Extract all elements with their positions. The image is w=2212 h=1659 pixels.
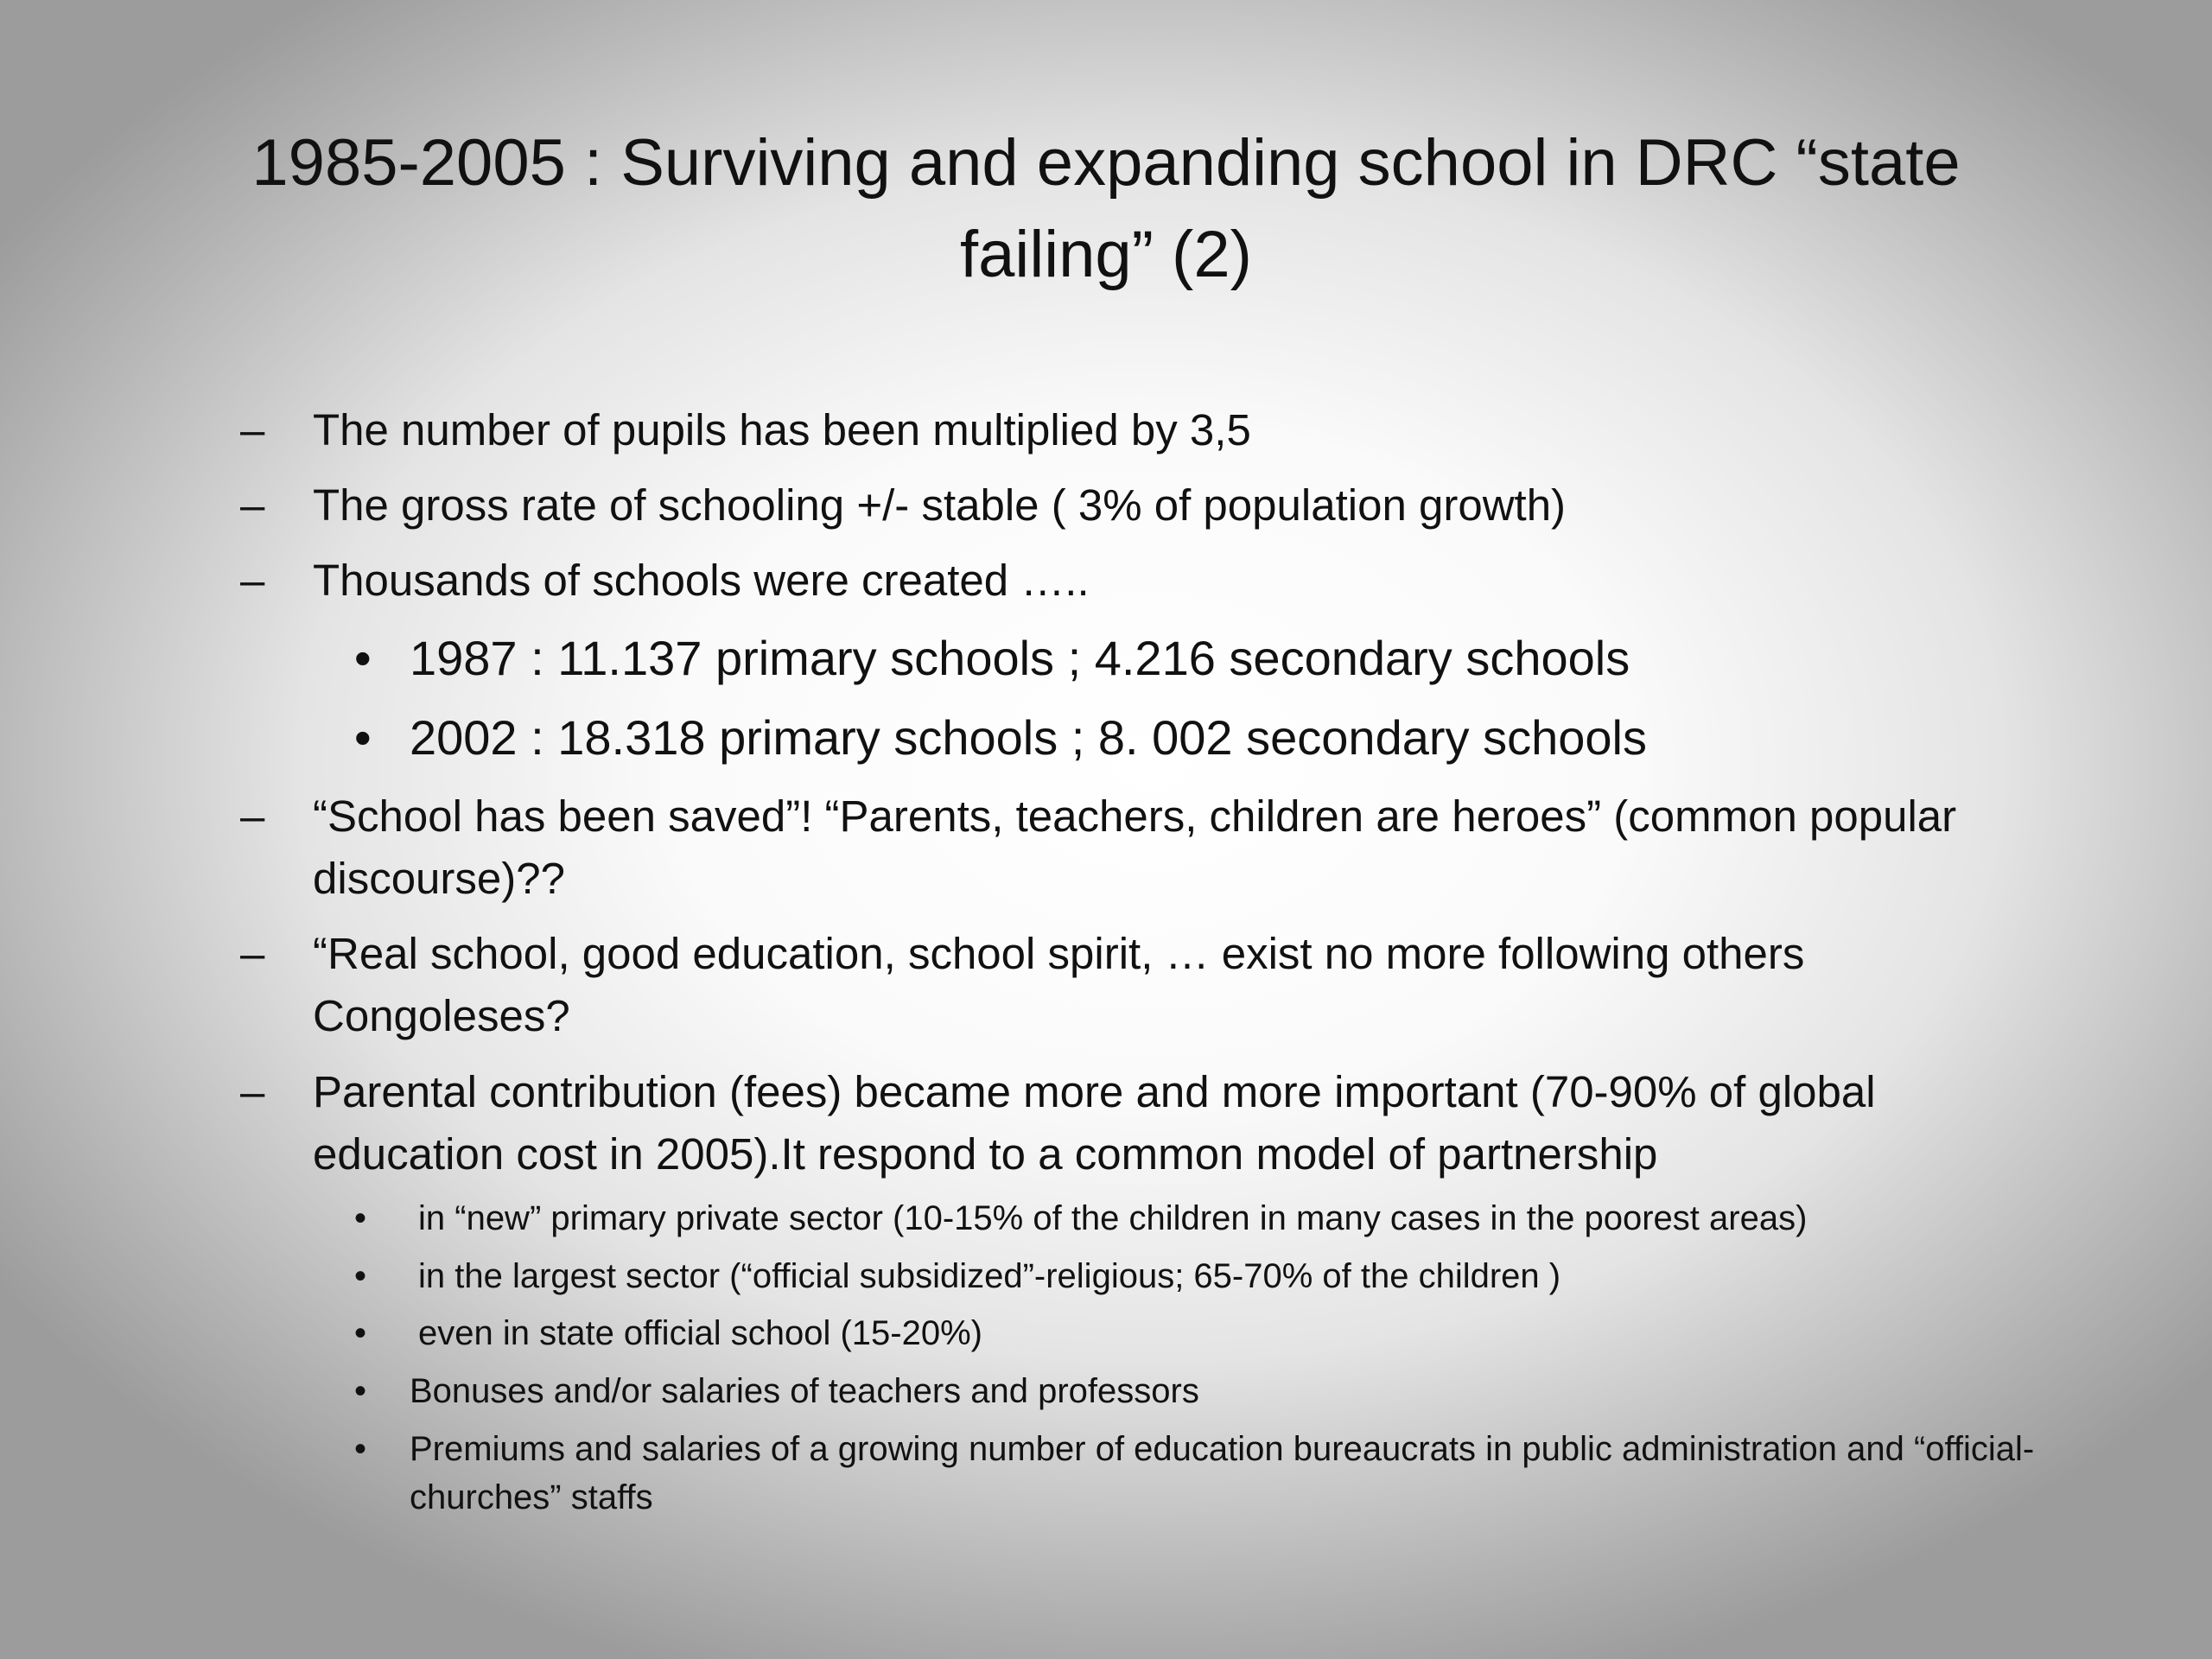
bullet-marker: • — [354, 631, 372, 685]
list-item — [354, 1194, 2039, 1243]
dash-marker: – — [240, 929, 265, 978]
list-item-text: Parental contribution (fees) became more and more important (70-90% of global education cost in 2005).It respond to a common model of partnership — [313, 1067, 1876, 1179]
dash-marker: – — [240, 405, 265, 454]
list-item — [354, 1367, 2039, 1415]
dash-marker: – — [240, 556, 265, 605]
list-item-text: “Real school, good education, school spirit, … exist no more following others Congoleses? — [313, 929, 1805, 1040]
list-item — [240, 399, 2055, 461]
list-item — [354, 1252, 2039, 1300]
list-item-text: even in state official school (15-20%) — [418, 1314, 982, 1352]
list-item — [240, 474, 2055, 537]
list-item-text: 1987 : 11.137 primary schools ; 4.216 secondary schools — [410, 631, 1630, 685]
list-item-text: in “new” primary private sector (10-15% of the children in many cases in the poorest areas) — [418, 1199, 1808, 1237]
list-item — [240, 1061, 2055, 1185]
list-item — [354, 1425, 2039, 1522]
list-item-text: in the largest sector (“official subsidized”-religious; 65-70% of the children ) — [418, 1257, 1561, 1295]
list-item — [240, 550, 2055, 612]
bullet-marker: • — [354, 1372, 367, 1410]
bullet-marker: • — [354, 710, 372, 765]
dash-marker: – — [240, 480, 265, 530]
bullet-marker: • — [354, 1314, 367, 1352]
list-item-text: The number of pupils has been multiplied by 3,5 — [313, 405, 1251, 454]
list-item-text: “School has been saved”! “Parents, teachers, children are heroes” (common popular discourse)?? — [313, 791, 1957, 903]
list-item — [354, 1309, 2039, 1357]
list-item-text: Bonuses and/or salaries of teachers and professors — [410, 1372, 1199, 1410]
list-item — [354, 703, 1996, 772]
list-item-text: The gross rate of schooling +/- stable ( 3% of population growth) — [313, 480, 1567, 530]
list-item-text: Thousands of schools were created ….. — [313, 556, 1090, 605]
list-item-text: Premiums and salaries of a growing number of education bureaucrats in public administration and “official-churches” staffs — [410, 1430, 2035, 1516]
bullet-marker: • — [354, 1430, 367, 1468]
bullet-marker: • — [354, 1199, 367, 1237]
list-item — [240, 923, 2055, 1047]
list-item-text: 2002 : 18.318 primary schools ; 8. 002 secondary schools — [410, 710, 1647, 765]
dash-marker: – — [240, 1067, 265, 1116]
list-item — [240, 785, 2055, 910]
bullet-marker: • — [354, 1257, 367, 1295]
list-item — [354, 624, 1996, 693]
slide-title: 1985-2005 : Surviving and expanding school in DRC “state failing” (2) — [251, 126, 1961, 291]
dash-marker: – — [240, 791, 265, 841]
